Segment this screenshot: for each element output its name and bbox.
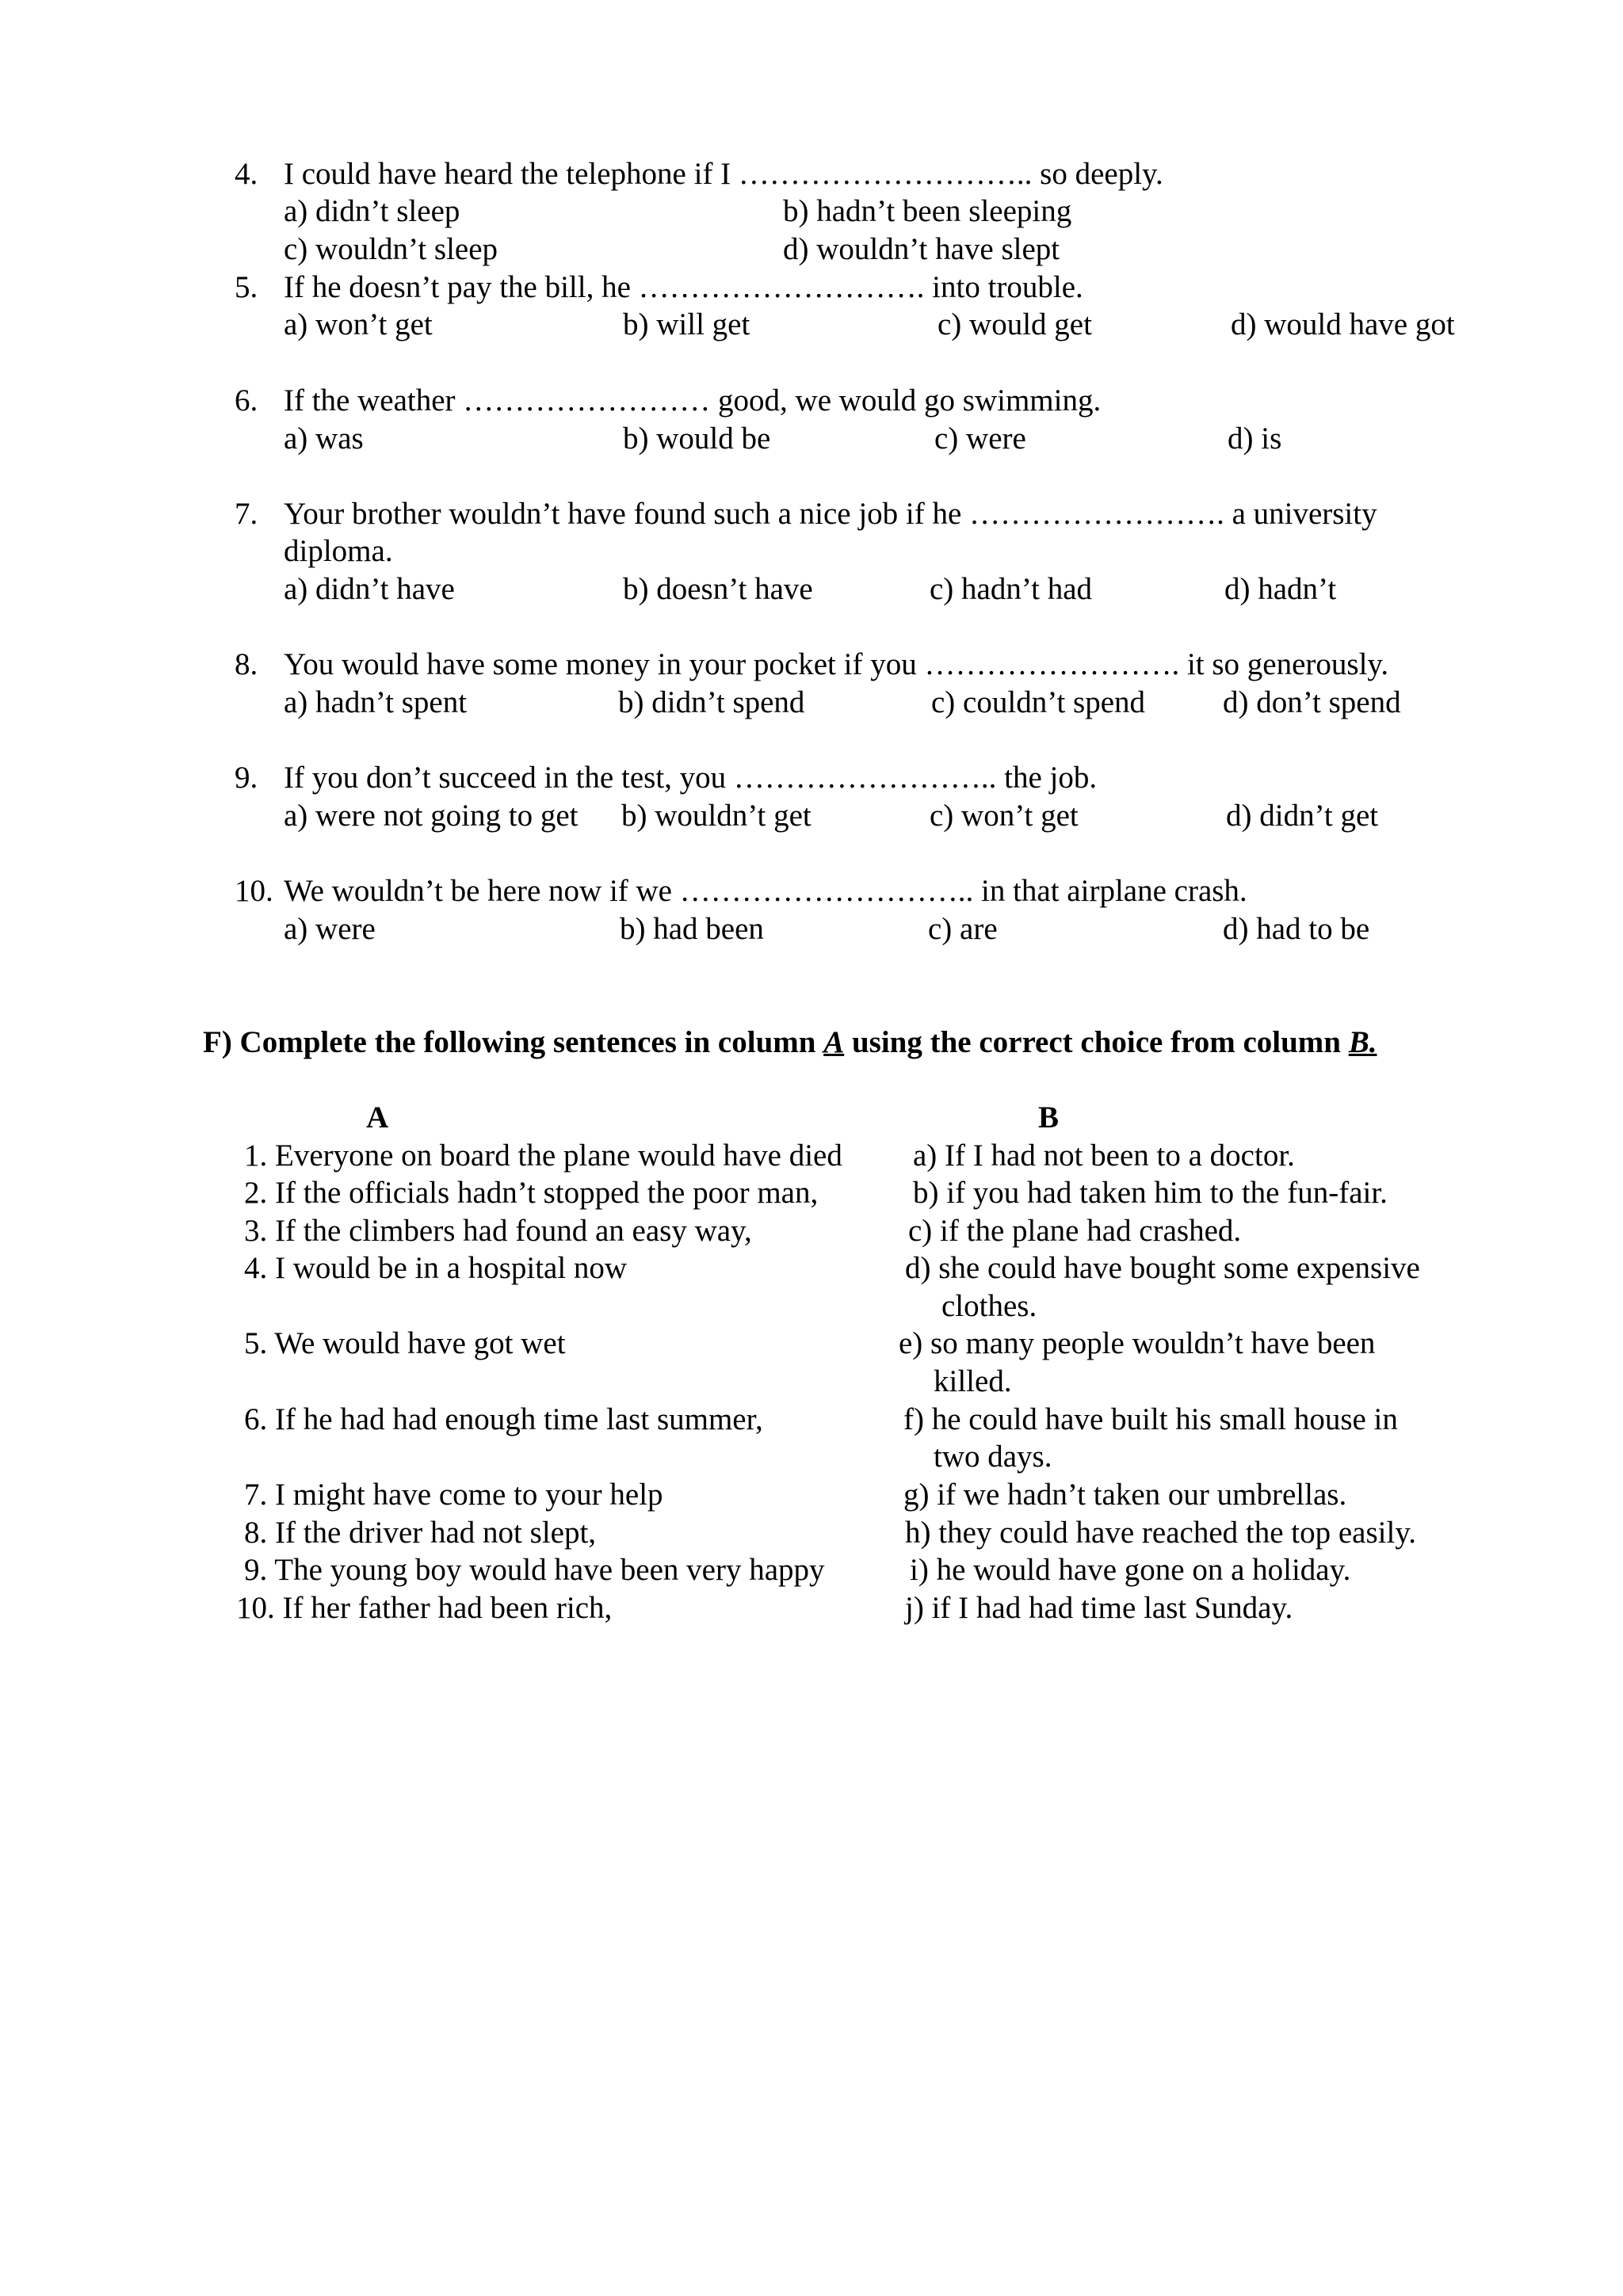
question-7-option-a: a) didn’t have	[284, 572, 455, 606]
column-a-item-1: 1. Everyone on board the plane would have died	[244, 1138, 842, 1173]
question-4-option-a: a) didn’t sleep	[284, 194, 460, 228]
question-5-option-d: d) would have got	[1231, 307, 1455, 341]
column-b-label: B	[1038, 1100, 1060, 1135]
column-a-item-8: 8. If the driver had not slept,	[244, 1516, 597, 1550]
question-7-option-c: c) hadn’t had	[930, 572, 1093, 606]
question-9-option-b: b) wouldn’t get	[621, 799, 812, 833]
column-b-item-f: f) he could have built his small house in	[903, 1402, 1398, 1436]
question-10-option-b: b) had been	[620, 912, 764, 946]
question-5-option-c: c) would get	[938, 307, 1092, 341]
question-6-option-d: d) is	[1228, 421, 1282, 456]
question-9-option-a: a) were not going to get	[284, 799, 579, 833]
question-6-option-c: c) were	[934, 421, 1026, 456]
question-10-stem: We wouldn’t be here now if we ……………………….. in that airplane crash.	[284, 874, 1247, 908]
question-8-number: 8.	[235, 647, 258, 681]
question-8-option-c: c) couldn’t spend	[931, 685, 1146, 719]
question-7-stem: Your brother wouldn’t have found such a nice job if he ……………………. a university	[284, 497, 1377, 531]
column-a-item-5: 5. We would have got wet	[244, 1326, 566, 1360]
question-5-stem: If he doesn’t pay the bill, he ………………………. into trouble.	[284, 270, 1083, 304]
question-8-stem: You would have some money in your pocket if you ……………………. it so generously.	[284, 647, 1389, 681]
section-f-heading-pre: F) Complete the following sentences in column	[203, 1025, 824, 1059]
column-a-item-2: 2. If the officials hadn’t stopped the poor man,	[244, 1176, 819, 1210]
column-a-label: A	[366, 1100, 389, 1135]
column-b-item-h: h) they could have reached the top easily.	[905, 1516, 1417, 1550]
column-a-item-6: 6. If he had had enough time last summer,	[244, 1402, 763, 1436]
question-10-option-a: a) were	[284, 912, 376, 946]
question-6-option-b: b) would be	[623, 421, 771, 456]
section-f-heading-col-b: B.	[1348, 1025, 1377, 1059]
section-f-heading-mid: using the correct choice from column	[844, 1025, 1349, 1059]
question-9-option-d: d) didn’t get	[1226, 799, 1379, 833]
column-b-item-a: a) If I had not been to a doctor.	[913, 1138, 1295, 1173]
question-8-option-d: d) don’t spend	[1223, 685, 1401, 719]
question-6-option-a: a) was	[284, 421, 364, 456]
column-b-item-d: d) she could have bought some expensive	[905, 1251, 1420, 1285]
column-b-item-e: e) so many people wouldn’t have been	[899, 1326, 1376, 1360]
question-8-option-a: a) hadn’t spent	[284, 685, 468, 719]
question-6-number: 6.	[235, 383, 258, 418]
question-4-number: 4.	[235, 157, 258, 191]
column-b-item-e-continued: killed.	[934, 1364, 1012, 1398]
column-b-item-i: i) he would have gone on a holiday.	[910, 1553, 1351, 1587]
column-b-item-g: g) if we hadn’t taken our umbrellas.	[903, 1478, 1347, 1512]
question-6-stem: If the weather …………………… good, we would go swimming.	[284, 383, 1102, 418]
question-5-option-a: a) won’t get	[284, 307, 433, 341]
question-9-option-c: c) won’t get	[930, 799, 1079, 833]
column-a-item-7: 7. I might have come to your help	[244, 1478, 663, 1512]
question-4-option-d: d) wouldn’t have slept	[783, 232, 1060, 266]
column-b-item-f-continued: two days.	[934, 1440, 1052, 1474]
question-4-stem: I could have heard the telephone if I ……………………….. so deeply.	[284, 157, 1163, 191]
column-b-item-d-continued: clothes.	[941, 1289, 1037, 1323]
question-5-option-b: b) will get	[623, 307, 750, 341]
section-f-heading-col-a: A	[823, 1025, 845, 1059]
column-a-item-9: 9. The young boy would have been very happy	[244, 1553, 825, 1587]
question-5-number: 5.	[235, 270, 258, 304]
question-9-number: 9.	[235, 761, 258, 795]
question-10-option-d: d) had to be	[1223, 912, 1370, 946]
question-4-option-c: c) wouldn’t sleep	[284, 232, 498, 266]
question-10-number: 10.	[235, 874, 273, 908]
column-b-item-b: b) if you had taken him to the fun-fair.	[913, 1176, 1388, 1210]
column-b-item-c: c) if the plane had crashed.	[908, 1214, 1242, 1248]
question-10-option-c: c) are	[928, 912, 998, 946]
section-f-heading	[203, 1024, 1377, 1062]
question-9-stem: If you don’t succeed in the test, you …………………….. the job.	[284, 761, 1098, 795]
question-7-number: 7.	[235, 497, 258, 531]
column-a-item-4: 4. I would be in a hospital now	[244, 1251, 628, 1285]
question-8-option-b: b) didn’t spend	[618, 685, 805, 719]
column-b-item-j: j) if I had had time last Sunday.	[905, 1591, 1293, 1625]
column-a-item-10: 10. If her father had been rich,	[236, 1591, 613, 1625]
question-7-stem-continued: diploma.	[284, 534, 393, 568]
question-7-option-d: d) hadn’t	[1224, 572, 1337, 606]
column-a-item-3: 3. If the climbers had found an easy way,	[244, 1214, 752, 1248]
question-7-option-b: b) doesn’t have	[623, 572, 813, 606]
question-4-option-b: b) hadn’t been sleeping	[783, 194, 1072, 228]
